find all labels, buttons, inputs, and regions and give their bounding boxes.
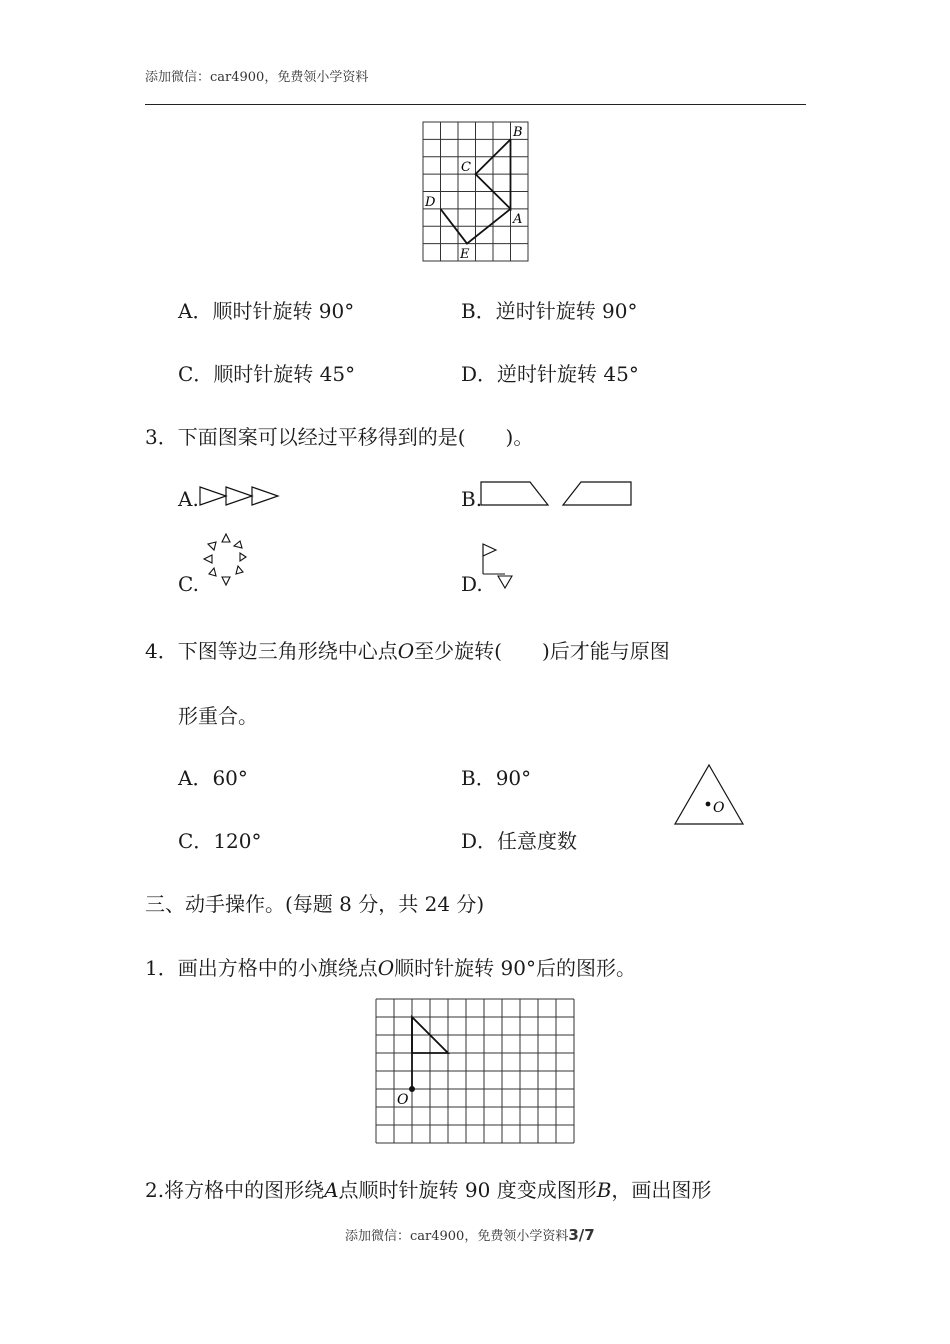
label-e: E	[460, 247, 470, 262]
rotation-grid-figure	[415, 115, 540, 270]
q2-option-c[interactable]: C．顺时针旋转 45°	[178, 362, 356, 386]
center-point-o	[706, 802, 711, 807]
q4-option-b[interactable]: B．90°	[461, 766, 532, 790]
q3-option-c-label[interactable]: C.	[178, 572, 199, 596]
center-label-o: O	[713, 800, 725, 816]
section-3-title: 三、动手操作。(每题 8 分，共 24 分)	[145, 892, 485, 916]
q3-option-c-ring	[196, 530, 260, 590]
q4-option-a[interactable]: A．60°	[178, 766, 248, 790]
q3-option-a-label[interactable]: A.	[178, 487, 199, 511]
label-c: C	[461, 160, 471, 175]
q2-option-d[interactable]: D．逆时针旋转 45°	[461, 362, 639, 386]
practice-2-stem: 2.将方格中的图形绕A点顺时针旋转 90 度变成图形B，画出图形	[145, 1178, 712, 1202]
rotation-label-o: O	[397, 1092, 409, 1108]
header-rule	[145, 104, 806, 105]
equilateral-triangle-figure	[670, 760, 750, 830]
page-header: 添加微信：car4900，免费领小学资料	[145, 70, 369, 85]
q3-option-d-label[interactable]: D.	[461, 572, 483, 596]
q4-stem-line2: 形重合。	[178, 704, 258, 728]
q3-stem: 3．下面图案可以经过平移得到的是( )。	[145, 425, 534, 449]
label-b: B	[513, 125, 523, 140]
page-total: 7	[584, 1226, 595, 1244]
label-a: A	[513, 212, 523, 227]
q3-option-b-label[interactable]: B.	[461, 487, 483, 511]
q3-option-d-flags	[478, 540, 518, 592]
page-footer: 添加微信：car4900，免费领小学资料3/7	[345, 1226, 595, 1244]
q3-option-a-triangles	[198, 484, 283, 508]
q4-option-c[interactable]: C．120°	[178, 829, 262, 853]
page-number: 3	[568, 1226, 579, 1244]
q3-option-b-trapezoids	[478, 478, 636, 510]
q4-stem-line1: 4．下图等边三角形绕中心点O至少旋转( )后才能与原图	[145, 639, 670, 663]
flag-grid-figure	[370, 994, 580, 1149]
q4-option-d[interactable]: D．任意度数	[461, 829, 578, 853]
q2-option-a[interactable]: A．顺时针旋转 90°	[178, 299, 355, 323]
q2-option-b[interactable]: B．逆时针旋转 90°	[461, 299, 638, 323]
practice-1-stem: 1．画出方格中的小旗绕点O顺时针旋转 90°后的图形。	[145, 956, 636, 980]
label-d: D	[425, 195, 436, 210]
rotation-point-o	[409, 1086, 415, 1092]
